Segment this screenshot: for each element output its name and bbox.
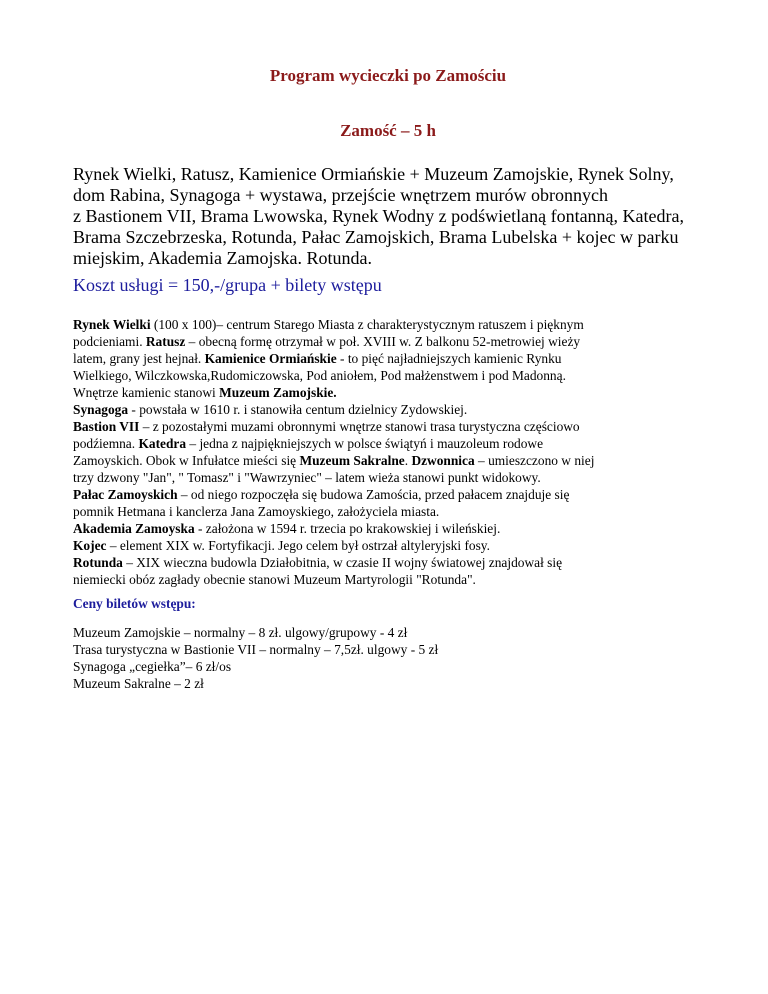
- text: podcieniami.: [73, 334, 146, 349]
- text: – umieszczono w niej: [474, 453, 595, 468]
- term-palac: Pałac Zamoyskich: [73, 487, 178, 502]
- description-line: [73, 418, 703, 435]
- term-katedra: Katedra: [138, 436, 187, 451]
- description-line: [73, 316, 703, 333]
- term-dzwonnica: Dzwonnica: [411, 453, 475, 468]
- description-line: [73, 537, 703, 554]
- term-ratusz: Ratusz: [145, 334, 186, 349]
- text: - to pięć najładniejszych kamienic Rynku: [336, 351, 562, 366]
- text: Wnętrze kamienic stanowi: [73, 385, 220, 400]
- price-item: Trasa turystyczna w Bastionie VII – normalny – 7,5zł. ulgowy - 5 zł: [73, 642, 439, 657]
- intro-line: miejskim, Akademia Zamojska. Rotunda.: [73, 248, 372, 268]
- document-title: Program wycieczki po Zamościu: [269, 66, 507, 85]
- description-line: [73, 401, 703, 418]
- description-line: [73, 554, 703, 571]
- text: - powstała w 1610 r. i stanowiła centum dzielnicy Zydowskiej.: [128, 402, 468, 417]
- description-line: [73, 486, 703, 503]
- description-line: [73, 333, 703, 350]
- term-bastion: Bastion VII: [73, 419, 140, 434]
- description-line: [73, 384, 703, 401]
- price-item: Synagoga „cegiełka”– 6 zł/os: [73, 659, 232, 674]
- description-line: trzy dzwony "Jan", " Tomasz" i "Wawrzyniec" – latem wieża stanowi punkt widokowy.: [73, 470, 541, 485]
- text: - założona w 1594 r. trzecia po krakowskiej i wileńskiej.: [194, 521, 501, 536]
- text: – z pozostałymi muzami obronnymi wnętrze stanowi trasa turystyczna częściowo: [139, 419, 580, 434]
- price-item: Muzeum Sakralne – 2 zł: [73, 676, 204, 691]
- description-line: [73, 350, 703, 367]
- text: – od niego rozpoczęła się budowa Zamościa, przed pałacem znajduje się: [177, 487, 570, 502]
- term-akademia: Akademia Zamoyska: [73, 521, 195, 536]
- term-muzeum-sakralne: Muzeum Sakralne: [299, 453, 405, 468]
- text: .: [404, 453, 412, 468]
- text: – jedna z najpiękniejszych w polsce świątyń i mauzoleum rodowe: [186, 436, 544, 451]
- intro-line: Brama Szczebrzeska, Rotunda, Pałac Zamojskich, Brama Lubelska + kojec w parku: [73, 227, 679, 247]
- text: – element XIX w. Fortyfikacji. Jego celem był ostrzał altyleryjski fosy.: [106, 538, 490, 553]
- intro-line: z Bastionem VII, Brama Lwowska, Rynek Wodny z podświetlaną fontanną, Katedra,: [73, 206, 685, 226]
- term-synagoga: Synagoga: [73, 402, 129, 417]
- term-muzeum-zamojskie: Muzeum Zamojskie.: [219, 385, 337, 400]
- description-line: Wielkiego, Wilczkowska,Rudomiczowska, Pod aniołem, Pod małżenstwem i pod Madonną.: [73, 368, 566, 383]
- document-subtitle: Zamość – 5 h: [340, 121, 436, 140]
- term-kojec: Kojec: [73, 538, 107, 553]
- description-line: [73, 520, 703, 537]
- term-rotunda: Rotunda: [73, 555, 123, 570]
- prices-heading: Ceny biletów wstępu:: [73, 596, 196, 611]
- text: Zamoyskich. Obok w Infułatce mieści się: [73, 453, 300, 468]
- description-paragraph: [73, 316, 703, 588]
- intro-line: dom Rabina, Synagoga + wystawa, przejście wnętrzem murów obronnych: [73, 185, 609, 205]
- intro-line: Rynek Wielki, Ratusz, Kamienice Ormiańskie + Muzeum Zamojskie, Rynek Solny,: [73, 164, 674, 184]
- service-cost: Koszt usługi = 150,-/grupa + bilety wstępu: [73, 275, 382, 295]
- text: – XIX wieczna budowla Działobitnia, w czasie II wojny światowej znajdował się: [122, 555, 563, 570]
- text: latem, grany jest hejnał.: [73, 351, 205, 366]
- description-line: pomnik Hetmana i kanclerza Jana Zamoyskiego, założyciela miasta.: [73, 504, 440, 519]
- term-rynek-wielki: Rynek Wielki: [73, 317, 151, 332]
- description-line: [73, 435, 703, 452]
- text: – obecną formę otrzymał w poł. XVIII w. Z balkonu 52-metrowiej wieży: [185, 334, 581, 349]
- term-kamienice: Kamienice Ormiańskie: [204, 351, 337, 366]
- price-item: Muzeum Zamojskie – normalny – 8 zł. ulgowy/grupowy - 4 zł: [73, 625, 408, 640]
- description-line: niemiecki obóz zagłady obecnie stanowi Muzeum Martyrologii "Rotunda".: [73, 572, 476, 587]
- description-line: [73, 452, 703, 469]
- text: podźiemna.: [73, 436, 139, 451]
- intro-paragraph: [73, 164, 703, 269]
- prices-list: [73, 624, 438, 692]
- text: (100 x 100)– centrum Starego Miasta z charakterystycznym ratuszem i pięknym: [150, 317, 584, 332]
